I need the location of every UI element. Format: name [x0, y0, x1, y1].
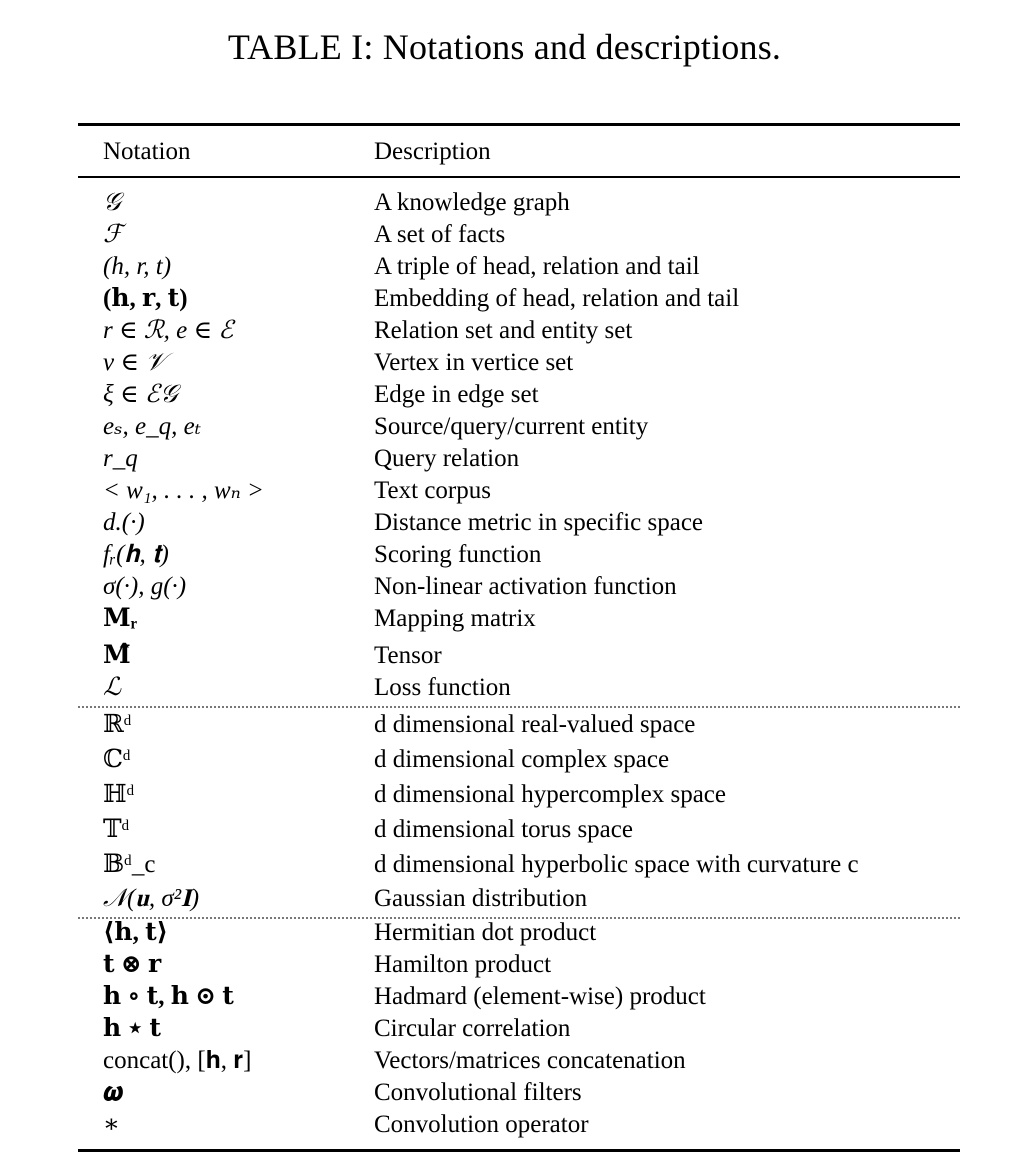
description-cell: Vectors/matrices concatenation — [374, 1047, 686, 1074]
table-row — [0, 316, 1009, 348]
notation-cell: d.(·) — [103, 509, 145, 536]
description-cell: Hamilton product — [374, 951, 552, 978]
notation-cell: 𝐭 ⊗ 𝐫 — [103, 951, 162, 978]
description-cell: A set of facts — [374, 221, 506, 248]
table-row — [0, 1014, 1009, 1046]
description-cell: Hermitian dot product — [374, 919, 597, 946]
table-row — [0, 1078, 1009, 1110]
table-row — [0, 220, 1009, 252]
notation-cell: ⟨𝐡, 𝐭⟩ — [103, 919, 169, 946]
description-cell: Convolution operator — [374, 1111, 589, 1138]
header-notation: Notation — [103, 138, 191, 165]
table-row — [0, 380, 1009, 412]
table-row — [0, 508, 1009, 540]
description-cell: Text corpus — [374, 477, 491, 504]
description-cell: d dimensional hyperbolic space with curvature c — [374, 851, 859, 878]
description-cell: Relation set and entity set — [374, 317, 633, 344]
table-caption: TABLE I: Notations and descriptions. — [227, 27, 782, 67]
notation-cell: ℱ — [103, 221, 123, 248]
table-row — [0, 604, 1009, 636]
notation-cell: 𝐡 ⋆ 𝐭 — [103, 1015, 161, 1042]
table-row — [0, 348, 1009, 380]
table-row — [0, 673, 1009, 705]
description-cell: Edge in edge set — [374, 381, 539, 408]
table-row — [0, 884, 1009, 916]
description-cell: Query relation — [374, 445, 520, 472]
notation-cell: 𝝎 — [103, 1079, 123, 1106]
table-row — [0, 850, 1009, 882]
notation-cell: σ(·), g(·) — [103, 573, 187, 600]
notation-cell: (h, r, t) — [103, 253, 172, 280]
notation-cell: 𝐡 ∘ 𝐭, 𝐡 ⊙ 𝐭 — [103, 983, 234, 1010]
notation-cell: ∗ — [103, 1111, 120, 1138]
table-row — [0, 284, 1009, 316]
table-row — [0, 1110, 1009, 1142]
table-row — [0, 745, 1009, 777]
description-cell: Gaussian distribution — [374, 885, 588, 912]
table-row — [0, 412, 1009, 444]
notation-cell: 𝔹ᵈ_c — [103, 851, 156, 878]
description-cell: Loss function — [374, 674, 511, 701]
table-row — [0, 780, 1009, 812]
table-row — [0, 1046, 1009, 1078]
notation-cell: ξ ∈ ℰ𝒢 — [103, 381, 178, 408]
description-cell: Non-linear activation function — [374, 573, 677, 600]
notation-cell: concat(), [𝐡, 𝐫] — [103, 1047, 252, 1074]
header-rule — [78, 176, 960, 178]
description-cell: d dimensional real-valued space — [374, 711, 696, 738]
top-rule — [78, 123, 960, 126]
notation-cell: r_q — [103, 445, 138, 472]
description-cell: Convolutional filters — [374, 1079, 582, 1106]
bottom-rule — [78, 1149, 960, 1152]
table-row — [0, 188, 1009, 220]
notation-cell: ℍᵈ — [103, 781, 135, 808]
notation-cell: eₛ, e_q, eₜ — [103, 413, 201, 440]
description-cell: A knowledge graph — [374, 189, 570, 216]
description-cell: Mapping matrix — [374, 605, 536, 632]
description-cell: d dimensional hypercomplex space — [374, 781, 726, 808]
notation-cell: ℂᵈ — [103, 746, 131, 773]
description-cell: Hadmard (element-wise) product — [374, 983, 706, 1010]
description-cell: Tensor — [374, 642, 442, 669]
description-cell: Embedding of head, relation and tail — [374, 285, 740, 312]
notation-cell: ℝᵈ — [103, 711, 132, 738]
table-row — [0, 540, 1009, 572]
notation-cell: 𝒢 — [103, 189, 121, 216]
notation-cell: < w₁, . . . , wₙ > — [103, 477, 264, 504]
description-cell: Circular correlation — [374, 1015, 571, 1042]
table-row — [0, 950, 1009, 982]
description-cell: Scoring function — [374, 541, 542, 568]
notation-cell: ℒ — [103, 674, 122, 701]
notation-cell: 𝐌ᵣ — [103, 605, 138, 632]
table-row — [0, 252, 1009, 284]
table-row — [0, 476, 1009, 508]
table-row — [0, 982, 1009, 1014]
notation-cell: 𝐌̂ — [103, 642, 131, 669]
table-row — [0, 815, 1009, 847]
table-row — [0, 444, 1009, 476]
header-description: Description — [374, 138, 491, 165]
description-cell: Distance metric in specific space — [374, 509, 704, 536]
notation-cell: 𝕋ᵈ — [103, 816, 130, 843]
notation-cell: v ∈ 𝒱 — [103, 349, 166, 376]
description-cell: A triple of head, relation and tail — [374, 253, 700, 280]
description-cell: Vertex in vertice set — [374, 349, 574, 376]
notation-cell: r ∈ ℛ, e ∈ ℰ — [103, 317, 234, 344]
table-row — [0, 641, 1009, 673]
table-row — [0, 710, 1009, 742]
notation-cell: 𝒩(𝐮, σ²𝐈) — [103, 885, 200, 912]
notation-cell: (𝐡, 𝐫, 𝐭) — [103, 285, 188, 312]
description-cell: d dimensional torus space — [374, 816, 633, 843]
section-divider — [78, 706, 960, 708]
notation-cell: fᵣ(𝐡, 𝐭) — [103, 541, 169, 568]
description-cell: Source/query/current entity — [374, 413, 649, 440]
table-row — [0, 918, 1009, 950]
table-row — [0, 572, 1009, 604]
description-cell: d dimensional complex space — [374, 746, 670, 773]
